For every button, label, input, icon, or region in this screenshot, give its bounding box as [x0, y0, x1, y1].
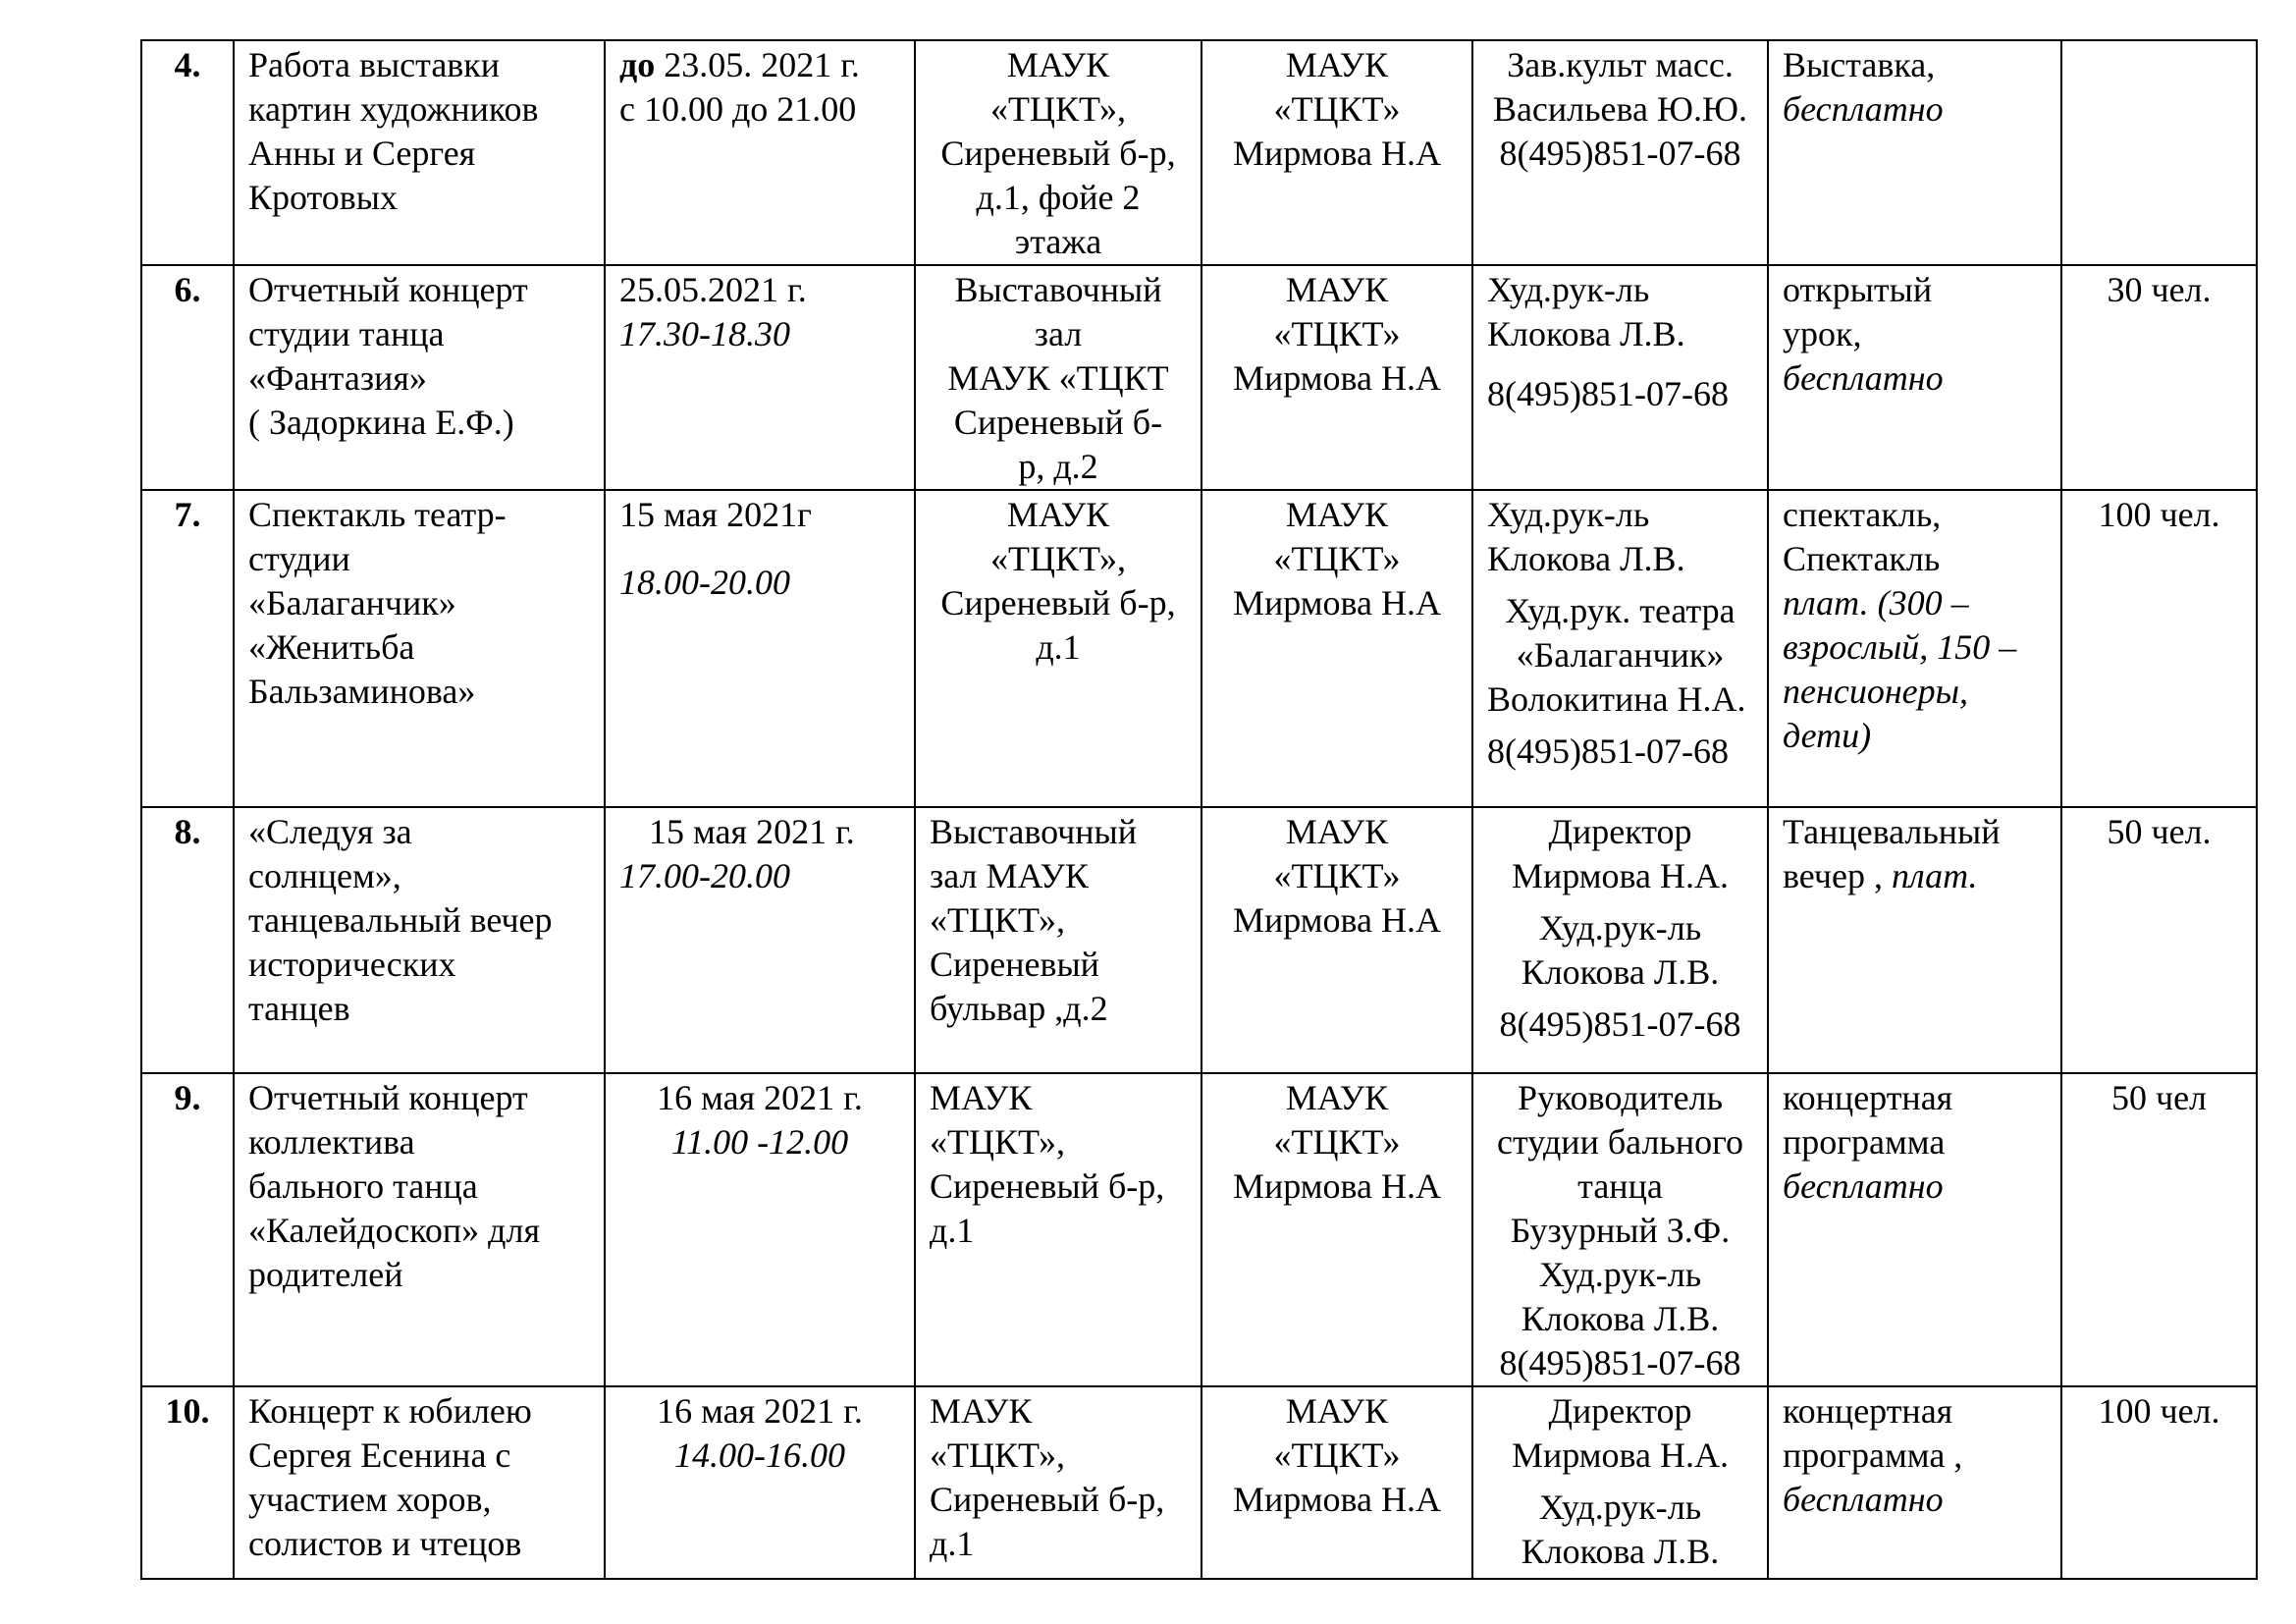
event-attendance: 100 чел.	[2061, 1386, 2257, 1579]
event-title: Спектакль театр- студии «Балаганчик» «Женитьба Бальзаминова»	[234, 490, 605, 807]
event-place: МАУК «ТЦКТ», Сиреневый б-р, д.1	[915, 1386, 1201, 1579]
event-format: концертная программа , бесплатно	[1768, 1386, 2061, 1579]
event-attendance: 30 чел.	[2061, 265, 2257, 490]
row-number: 8.	[141, 807, 234, 1073]
event-organizer: МАУК «ТЦКТ» Мирмова Н.А	[1201, 1073, 1472, 1386]
table-row	[141, 1386, 2257, 1579]
event-title: Отчетный концерт коллектива бального танца «Калейдоскоп» для родителей	[234, 1073, 605, 1386]
event-contacts: Худ.рук-ль Клокова Л.В. 8(495)851-07-68	[1472, 265, 1768, 490]
event-format: Выставка, бесплатно	[1768, 40, 2061, 265]
event-place: МАУК «ТЦКТ», Сиреневый б-р, д.1	[915, 490, 1201, 807]
event-organizer: МАУК «ТЦКТ» Мирмова Н.А	[1201, 265, 1472, 490]
event-organizer: МАУК «ТЦКТ» Мирмова Н.А	[1201, 807, 1472, 1073]
table-row	[141, 1073, 2257, 1386]
event-title: Работа выставки картин художников Анны и Сергея Кротовых	[234, 40, 605, 265]
event-date: 16 мая 2021 г. 11.00 -12.00	[605, 1073, 915, 1386]
event-title: «Следуя за солнцем», танцевальный вечер исторических танцев	[234, 807, 605, 1073]
event-date: 16 мая 2021 г. 14.00-16.00	[605, 1386, 915, 1579]
event-attendance	[2061, 40, 2257, 265]
event-place: Выставочный зал МАУК «ТЦКТ Сиреневый б- р, д.2	[915, 265, 1201, 490]
event-contacts: Худ.рук-ль Клокова Л.В. Худ.рук. театра «Балаганчик» Волокитина Н.А. 8(495)851-07-68	[1472, 490, 1768, 807]
table-row	[141, 807, 2257, 1073]
event-contacts: Директор Мирмова Н.А. Худ.рук-ль Клокова Л.В.	[1472, 1386, 1768, 1579]
row-number: 6.	[141, 265, 234, 490]
event-attendance: 50 чел	[2061, 1073, 2257, 1386]
event-title: Отчетный концерт студии танца «Фантазия» ( Задоркина Е.Ф.)	[234, 265, 605, 490]
event-date: 25.05.2021 г. 17.30-18.30	[605, 265, 915, 490]
event-date: 15 мая 2021 г. 17.00-20.00	[605, 807, 915, 1073]
event-title: Концерт к юбилею Сергея Есенина с участием хоров, солистов и чтецов	[234, 1386, 605, 1579]
event-date: до 23.05. 2021 г. с 10.00 до 21.00	[605, 40, 915, 265]
event-format: открытый урок, бесплатно	[1768, 265, 2061, 490]
event-place: МАУК «ТЦКТ», Сиреневый б-р, д.1, фойе 2 этажа	[915, 40, 1201, 265]
row-number: 9.	[141, 1073, 234, 1386]
event-place: МАУК «ТЦКТ», Сиреневый б-р, д.1	[915, 1073, 1201, 1386]
event-contacts: Зав.культ масс. Васильева Ю.Ю. 8(495)851-07-68	[1472, 40, 1768, 265]
event-format: спектакль, Спектакль плат. (300 – взрослый, 150 – пенсионеры, дети)	[1768, 490, 2061, 807]
event-organizer: МАУК «ТЦКТ» Мирмова Н.А	[1201, 490, 1472, 807]
event-contacts: Директор Мирмова Н.А. Худ.рук-ль Клокова Л.В. 8(495)851-07-68	[1472, 807, 1768, 1073]
events-table	[140, 39, 2258, 1580]
table-row	[141, 490, 2257, 807]
table-row	[141, 40, 2257, 265]
table-row	[141, 265, 2257, 490]
event-attendance: 100 чел.	[2061, 490, 2257, 807]
event-attendance: 50 чел.	[2061, 807, 2257, 1073]
row-number: 4.	[141, 40, 234, 265]
event-format: концертная программа бесплатно	[1768, 1073, 2061, 1386]
event-date: 15 мая 2021г 18.00-20.00	[605, 490, 915, 807]
row-number: 7.	[141, 490, 234, 807]
event-organizer: МАУК «ТЦКТ» Мирмова Н.А	[1201, 1386, 1472, 1579]
event-place: Выставочный зал МАУК «ТЦКТ», Сиреневый бульвар ,д.2	[915, 807, 1201, 1073]
row-number: 10.	[141, 1386, 234, 1579]
event-contacts: Руководитель студии бального танца Бузурный З.Ф. Худ.рук-ль Клокова Л.В. 8(495)851-07-68	[1472, 1073, 1768, 1386]
event-organizer: МАУК «ТЦКТ» Мирмова Н.А	[1201, 40, 1472, 265]
event-format: Танцевальный вечер , плат.	[1768, 807, 2061, 1073]
